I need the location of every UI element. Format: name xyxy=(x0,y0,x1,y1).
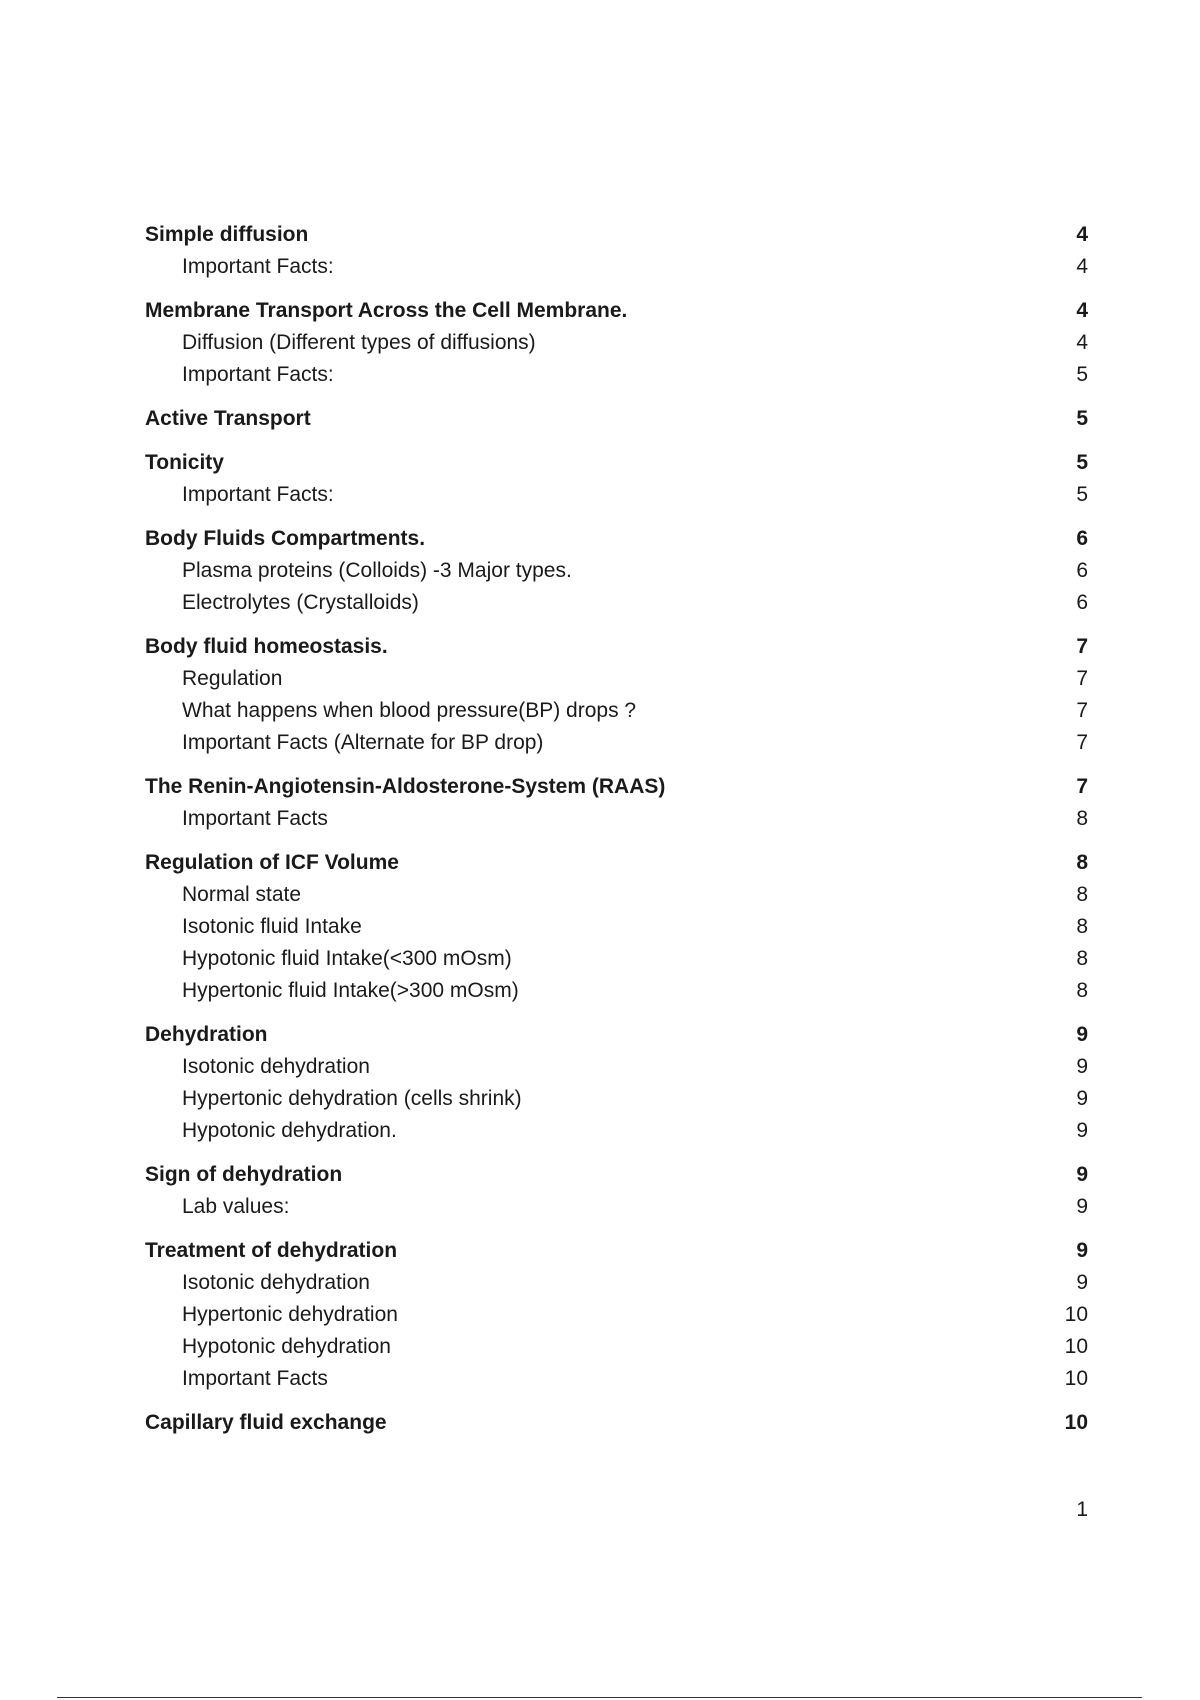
toc-subentry[interactable] xyxy=(145,479,1088,511)
footer-divider xyxy=(57,1697,1142,1698)
toc-heading-entry[interactable] xyxy=(145,1407,1088,1439)
toc-heading-title: Body Fluids Compartments. xyxy=(145,527,426,550)
toc-heading-entry[interactable] xyxy=(145,1159,1088,1191)
toc-section xyxy=(145,1159,1088,1223)
toc-subentry[interactable] xyxy=(145,663,1088,695)
toc-subentry-title: Important Facts xyxy=(182,807,328,830)
toc-heading-entry[interactable] xyxy=(145,403,1088,435)
toc-subentry-title: Hypertonic fluid Intake(>300 mOsm) xyxy=(182,979,519,1002)
toc-subentry-title: Important Facts: xyxy=(182,483,334,506)
toc-subentry-title: Electrolytes (Crystalloids) xyxy=(182,591,419,614)
toc-section xyxy=(145,847,1088,1007)
toc-subentry-page: 7 xyxy=(1076,667,1088,690)
toc-subentry[interactable] xyxy=(145,587,1088,619)
toc-subentry[interactable] xyxy=(145,251,1088,283)
toc-heading-title: Regulation of ICF Volume xyxy=(145,851,399,874)
toc-subentry-title: What happens when blood pressure(BP) drops ? xyxy=(182,699,637,722)
toc-heading-page: 9 xyxy=(1076,1023,1088,1046)
toc-heading-title: Capillary fluid exchange xyxy=(145,1411,387,1434)
toc-subentry-title: Hypertonic dehydration (cells shrink) xyxy=(182,1087,522,1110)
toc-subentry-page: 10 xyxy=(1064,1303,1088,1326)
toc-heading-entry[interactable] xyxy=(145,1235,1088,1267)
toc-section xyxy=(145,1235,1088,1395)
toc-subentry-title: Hypotonic fluid Intake(<300 mOsm) xyxy=(182,947,512,970)
toc-subentry-page: 8 xyxy=(1076,979,1088,1002)
toc-heading-page: 7 xyxy=(1076,635,1088,658)
toc-heading-title: Body fluid homeostasis. xyxy=(145,635,388,658)
toc-section xyxy=(145,219,1088,283)
toc-heading-entry[interactable] xyxy=(145,523,1088,555)
toc-subentry[interactable] xyxy=(145,1191,1088,1223)
toc-heading-entry[interactable] xyxy=(145,219,1088,251)
toc-subentry-page: 4 xyxy=(1076,331,1088,354)
toc-subentry-title: Normal state xyxy=(182,883,302,906)
toc-subentry-page: 8 xyxy=(1076,807,1088,830)
toc-subentry-page: 7 xyxy=(1076,731,1088,754)
toc-subentry[interactable] xyxy=(145,727,1088,759)
toc-subentry-title: Hypertonic dehydration xyxy=(182,1303,398,1326)
toc-subentry[interactable] xyxy=(145,1051,1088,1083)
toc-heading-title: Active Transport xyxy=(145,407,311,430)
toc-section xyxy=(145,523,1088,619)
toc-heading-entry[interactable] xyxy=(145,847,1088,879)
toc-subentry-page: 8 xyxy=(1076,947,1088,970)
toc-subentry-page: 8 xyxy=(1076,883,1088,906)
toc-subentry-page: 5 xyxy=(1076,483,1088,506)
toc-heading-entry[interactable] xyxy=(145,295,1088,327)
toc-section xyxy=(145,295,1088,391)
toc-subentry-title: Important Facts (Alternate for BP drop) xyxy=(182,731,544,754)
toc-subentry-page: 6 xyxy=(1076,591,1088,614)
toc-heading-title: Treatment of dehydration xyxy=(145,1239,398,1262)
toc-subentry-page: 9 xyxy=(1076,1195,1088,1218)
toc-heading-entry[interactable] xyxy=(145,447,1088,479)
toc-subentry-page: 6 xyxy=(1076,559,1088,582)
toc-heading-title: Simple diffusion xyxy=(145,223,309,246)
toc-subentry-page: 10 xyxy=(1064,1335,1088,1358)
toc-subentry-title: Isotonic fluid Intake xyxy=(182,915,362,938)
toc-heading-page: 9 xyxy=(1076,1239,1088,1262)
toc-subentry-page: 9 xyxy=(1076,1055,1088,1078)
toc-heading-page: 9 xyxy=(1076,1163,1088,1186)
toc-heading-entry[interactable] xyxy=(145,771,1088,803)
toc-section xyxy=(145,447,1088,511)
toc-subentry-title: Isotonic dehydration xyxy=(182,1055,370,1078)
toc-subentry[interactable] xyxy=(145,943,1088,975)
toc-section xyxy=(145,1019,1088,1147)
toc-subentry[interactable] xyxy=(145,975,1088,1007)
toc-heading-page: 4 xyxy=(1076,299,1088,322)
toc-section xyxy=(145,771,1088,835)
toc-heading-page: 8 xyxy=(1076,851,1088,874)
toc-subentry[interactable] xyxy=(145,1267,1088,1299)
toc-subentry-page: 9 xyxy=(1076,1087,1088,1110)
toc-heading-title: The Renin-Angiotensin-Aldosterone-System (RAAS) xyxy=(145,775,666,798)
toc-subentry-page: 8 xyxy=(1076,915,1088,938)
toc-subentry-title: Important Facts: xyxy=(182,255,334,278)
toc-subentry[interactable] xyxy=(145,359,1088,391)
toc-subentry[interactable] xyxy=(145,1363,1088,1395)
toc-subentry[interactable] xyxy=(145,803,1088,835)
toc-subentry-title: Diffusion (Different types of diffusions) xyxy=(182,331,536,354)
toc-subentry-title: Regulation xyxy=(182,667,283,690)
toc-subentry-title: Plasma proteins (Colloids) -3 Major types. xyxy=(182,559,572,582)
toc-subentry-title: Lab values: xyxy=(182,1195,290,1218)
toc-heading-page: 10 xyxy=(1064,1411,1088,1434)
toc-section xyxy=(145,631,1088,759)
toc-subentry-page: 7 xyxy=(1076,699,1088,722)
toc-heading-page: 5 xyxy=(1076,407,1088,430)
toc-heading-title: Tonicity xyxy=(145,451,224,474)
toc-subentry-title: Important Facts: xyxy=(182,363,334,386)
toc-heading-page: 4 xyxy=(1076,223,1088,246)
table-of-contents xyxy=(145,219,1088,1439)
toc-section xyxy=(145,403,1088,435)
toc-subentry-title: Hypotonic dehydration xyxy=(182,1335,391,1358)
toc-subentry[interactable] xyxy=(145,1083,1088,1115)
toc-section xyxy=(145,1407,1088,1439)
toc-subentry-title: Hypotonic dehydration. xyxy=(182,1119,397,1142)
toc-subentry[interactable] xyxy=(145,911,1088,943)
toc-heading-entry[interactable] xyxy=(145,631,1088,663)
toc-subentry-page: 10 xyxy=(1064,1367,1088,1390)
toc-subentry-page: 5 xyxy=(1076,363,1088,386)
toc-heading-entry[interactable] xyxy=(145,1019,1088,1051)
toc-heading-title: Dehydration xyxy=(145,1023,268,1046)
page-number: 1 xyxy=(1076,1498,1088,1521)
toc-subentry[interactable] xyxy=(145,1115,1088,1147)
toc-subentry-title: Important Facts xyxy=(182,1367,328,1390)
toc-heading-title: Sign of dehydration xyxy=(145,1163,343,1186)
toc-subentry[interactable] xyxy=(145,1331,1088,1363)
toc-heading-page: 5 xyxy=(1076,451,1088,474)
toc-subentry[interactable] xyxy=(145,1299,1088,1331)
toc-subentry-page: 9 xyxy=(1076,1271,1088,1294)
toc-subentry-title: Isotonic dehydration xyxy=(182,1271,370,1294)
toc-heading-page: 6 xyxy=(1076,527,1088,550)
toc-subentry-page: 9 xyxy=(1076,1119,1088,1142)
toc-subentry[interactable] xyxy=(145,327,1088,359)
toc-subentry[interactable] xyxy=(145,695,1088,727)
toc-subentry[interactable] xyxy=(145,879,1088,911)
toc-heading-title: Membrane Transport Across the Cell Membrane. xyxy=(145,299,628,322)
toc-subentry[interactable] xyxy=(145,555,1088,587)
toc-heading-page: 7 xyxy=(1076,775,1088,798)
toc-subentry-page: 4 xyxy=(1076,255,1088,278)
